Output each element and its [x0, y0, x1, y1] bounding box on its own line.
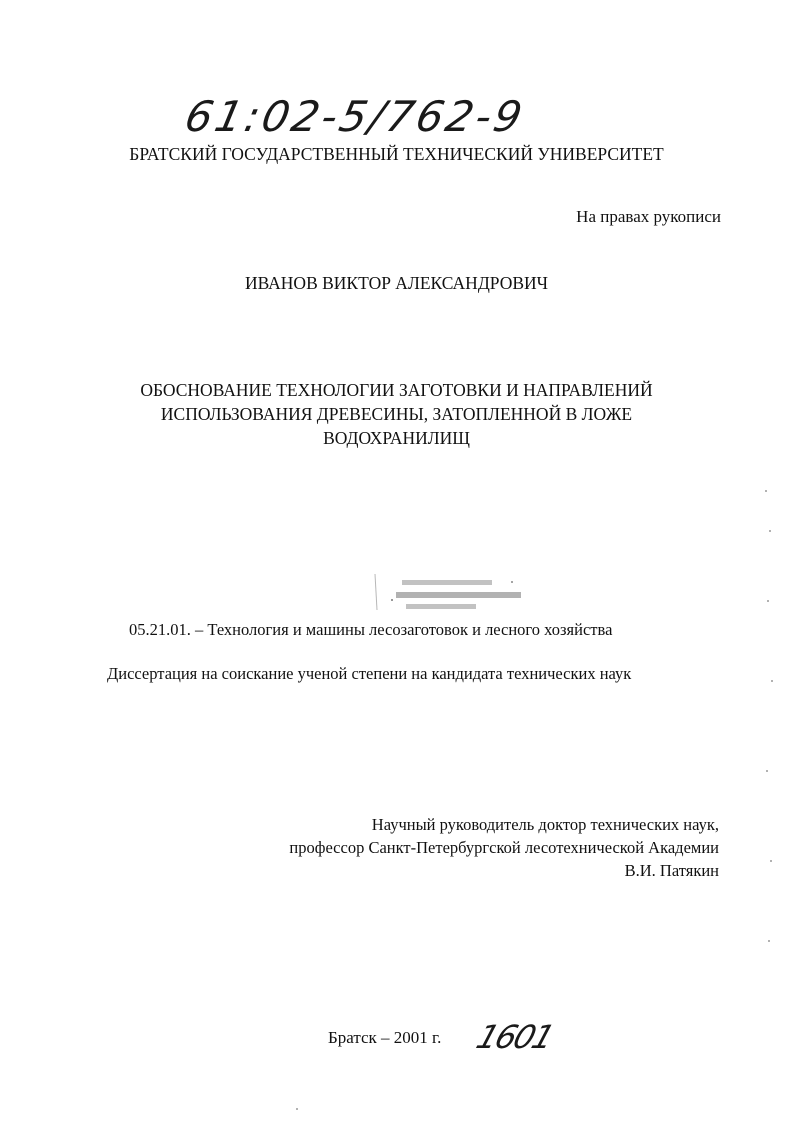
stamp-marks-icon	[372, 570, 532, 616]
scientific-supervisor	[289, 813, 719, 882]
scan-speck	[296, 1108, 298, 1110]
dissertation-title	[100, 378, 693, 450]
archive-code-handwritten: 61:02-5/762-9	[180, 92, 530, 141]
handwritten-signature: 1601	[471, 1018, 558, 1056]
dissertation-degree: Диссертация на соискание ученой степени на кандидата технических наук	[107, 664, 632, 683]
supervisor-line: В.И. Патякин	[624, 861, 719, 880]
manuscript-note: На правах рукописи	[576, 207, 721, 226]
library-stamp	[372, 570, 532, 616]
scan-noise	[763, 470, 775, 990]
supervisor-line: Научный руководитель доктор технических наук,	[371, 815, 719, 834]
specialty-code: 05.21.01. – Технология и машины лесозаготовок и лесного хозяйства	[129, 620, 613, 639]
city-year: Братск – 2001 г.	[328, 1028, 442, 1047]
author-name: ИВАНОВ ВИКТОР АЛЕКСАНДРОВИЧ	[244, 273, 549, 293]
university-name: БРАТСКИЙ ГОСУДАРСТВЕННЫЙ ТЕХНИЧЕСКИЙ УНИВЕРСИТЕТ	[129, 144, 664, 164]
title-line: ИСПОЛЬЗОВАНИЯ ДРЕВЕСИНЫ, ЗАТОПЛЕННОЙ В ЛОЖЕ	[160, 404, 633, 424]
title-line: ВОДОХРАНИЛИЩ	[323, 428, 470, 448]
supervisor-line: профессор Санкт-Петербургской лесотехнической Академии	[289, 838, 719, 857]
title-line: ОБОСНОВАНИЕ ТЕХНОЛОГИИ ЗАГОТОВКИ И НАПРАВЛЕНИЙ	[140, 380, 653, 400]
